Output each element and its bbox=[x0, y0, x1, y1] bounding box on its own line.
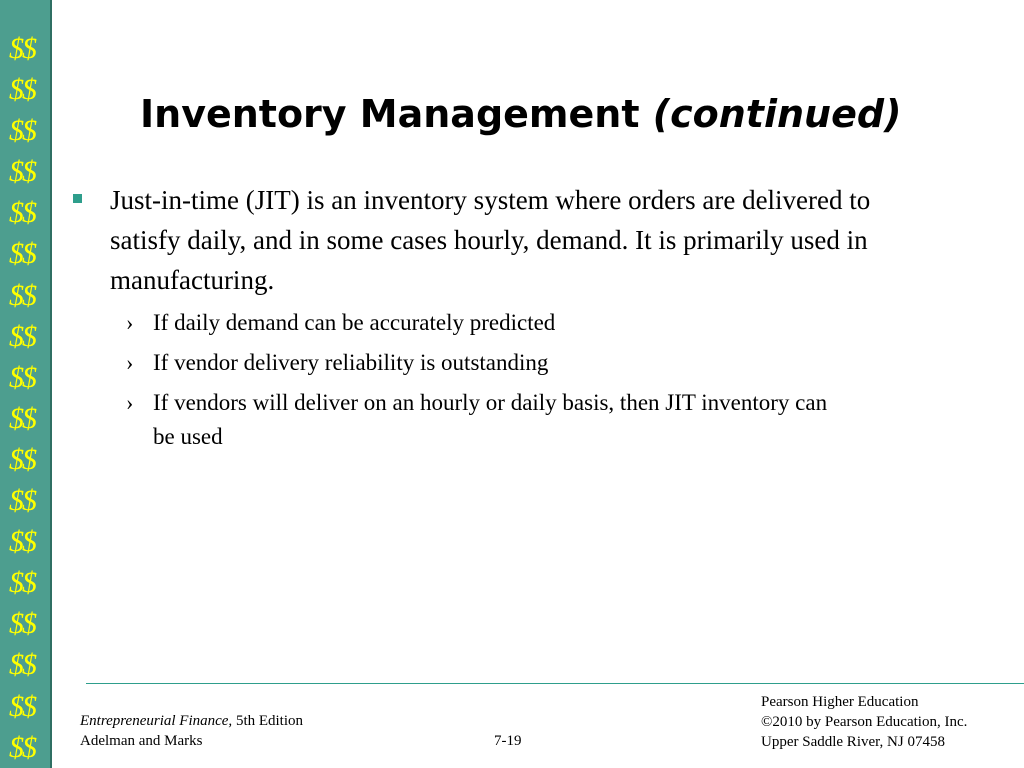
slide-body bbox=[70, 180, 920, 460]
chevron-right-icon: › bbox=[126, 390, 134, 415]
dollar-sign-icon: $$ bbox=[9, 525, 35, 559]
publisher-address: Upper Saddle River, NJ 07458 bbox=[761, 734, 945, 750]
sub-bullet bbox=[126, 346, 846, 380]
dollar-sign-icon: $$ bbox=[9, 278, 35, 312]
copyright-line: ©2010 by Pearson Education, Inc. bbox=[761, 714, 968, 730]
sub-bullet bbox=[126, 306, 846, 340]
dollar-sign-icon: $$ bbox=[9, 607, 35, 641]
dollar-sign-icon: $$ bbox=[9, 360, 35, 394]
dollar-pattern bbox=[9, 28, 35, 768]
sub-bullet bbox=[126, 386, 846, 454]
page-number: 7-19 bbox=[494, 733, 522, 749]
main-bullet bbox=[70, 180, 920, 300]
dollar-sign-icon: $$ bbox=[9, 566, 35, 600]
chevron-right-icon: › bbox=[126, 350, 134, 375]
dollar-sign-icon: $$ bbox=[9, 155, 35, 189]
dollar-sign-icon: $$ bbox=[9, 319, 35, 353]
decorative-sidebar bbox=[0, 0, 52, 768]
square-bullet-icon bbox=[73, 194, 82, 203]
dollar-sign-icon: $$ bbox=[9, 401, 35, 435]
sub-bullet-text: If vendors will deliver on an hourly or daily basis, then JIT inventory can be used bbox=[153, 390, 828, 449]
dollar-sign-icon: $$ bbox=[9, 442, 35, 476]
book-authors: Adelman and Marks bbox=[80, 733, 203, 749]
footer-publisher bbox=[761, 692, 967, 752]
book-title: Entrepreneurial Finance, bbox=[80, 713, 233, 729]
dollar-sign-icon: $$ bbox=[9, 196, 35, 230]
dollar-sign-icon: $$ bbox=[9, 648, 35, 682]
sub-bullet-list bbox=[70, 306, 920, 454]
dollar-sign-icon: $$ bbox=[9, 32, 35, 65]
dollar-sign-icon: $$ bbox=[9, 484, 35, 518]
title-main: Inventory Management bbox=[140, 92, 640, 136]
dollar-sign-icon: $$ bbox=[9, 73, 35, 107]
slide-title bbox=[140, 84, 980, 144]
dollar-sign-icon: $$ bbox=[9, 114, 35, 148]
footer-book-info bbox=[80, 711, 303, 751]
publisher-name: Pearson Higher Education bbox=[761, 694, 919, 710]
dollar-sign-icon: $$ bbox=[9, 689, 35, 723]
title-suffix: (continued) bbox=[652, 92, 902, 136]
dollar-sign-icon: $$ bbox=[9, 237, 35, 271]
dollar-sign-icon: $$ bbox=[9, 730, 35, 764]
chevron-right-icon: › bbox=[126, 310, 134, 335]
sub-bullet-text: If vendor delivery reliability is outstanding bbox=[153, 350, 549, 375]
footer-divider bbox=[86, 683, 1024, 684]
book-edition: 5th Edition bbox=[232, 713, 304, 729]
sub-bullet-text: If daily demand can be accurately predicted bbox=[153, 310, 556, 335]
main-bullet-text: Just-in-time (JIT) is an inventory system where orders are delivered to satisfy daily, and in some cases hourly, demand. It is primarily used in manufacturing. bbox=[110, 185, 871, 295]
